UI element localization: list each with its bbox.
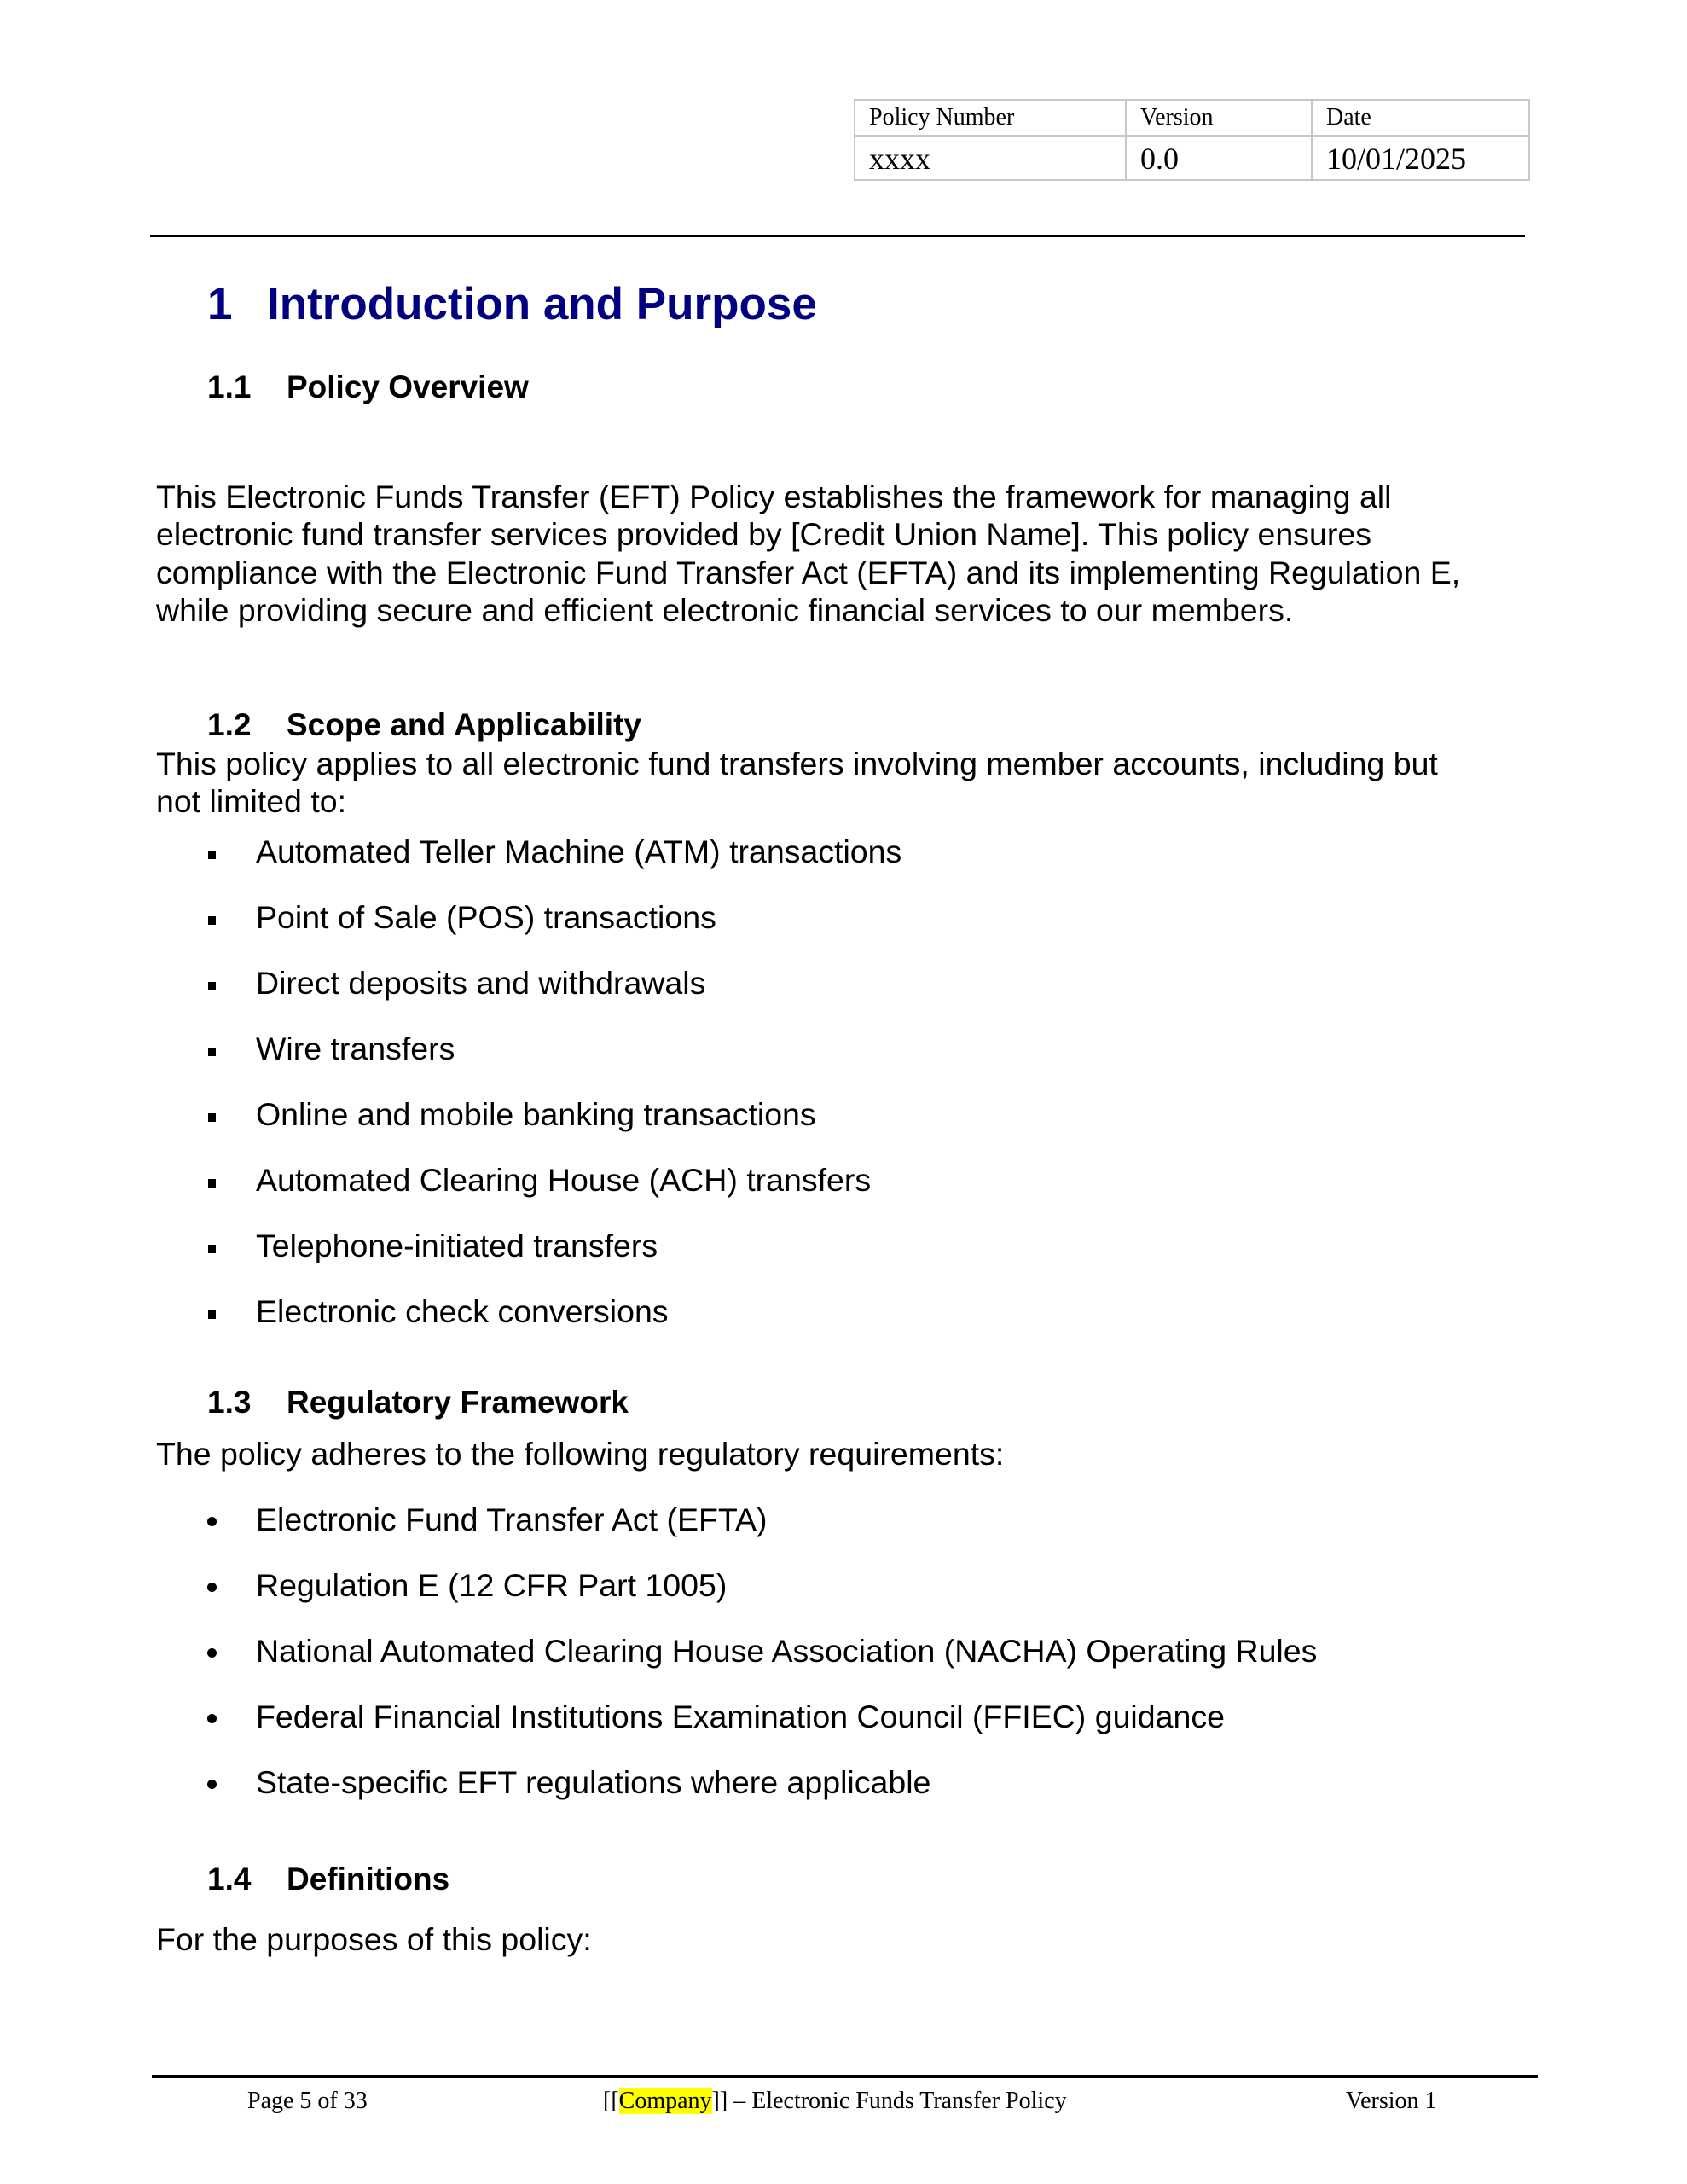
paragraph-line: while providing secure and efficient electronic financial services to our members. xyxy=(156,591,1294,628)
policy-info-table xyxy=(854,99,1530,181)
square-bullet-icon xyxy=(208,851,216,859)
round-bullet-icon xyxy=(207,1583,217,1592)
subsection-heading-1-2 xyxy=(207,707,641,743)
list-item: Automated Clearing House (ACH) transfers xyxy=(256,1162,872,1198)
subsection-title: Definitions xyxy=(287,1862,450,1896)
section-number: 1 xyxy=(207,279,233,329)
list-item: State-specific EFT regulations where applicable xyxy=(256,1764,931,1800)
policy-info-value-row xyxy=(855,136,1528,181)
square-bullet-icon xyxy=(208,1113,216,1122)
list-item: National Automated Clearing House Association (NACHA) Operating Rules xyxy=(256,1633,1318,1669)
footer-divider xyxy=(152,2075,1538,2078)
round-bullet-icon xyxy=(207,1780,217,1789)
date-value: 10/01/2025 xyxy=(1326,142,1467,176)
subsection-heading-1-1 xyxy=(207,369,529,405)
square-bullet-icon xyxy=(208,916,216,925)
square-bullet-icon xyxy=(208,982,216,990)
square-bullet-icon xyxy=(208,1179,216,1188)
subsection-title: Policy Overview xyxy=(287,369,529,404)
subsection-number: 1.1 xyxy=(207,369,252,404)
list-item: Online and mobile banking transactions xyxy=(256,1096,816,1132)
version-header: Version xyxy=(1127,101,1313,135)
square-bullet-icon xyxy=(208,1048,216,1056)
list-item: Electronic Fund Transfer Act (EFTA) xyxy=(256,1502,768,1537)
subsection-heading-1-4 xyxy=(207,1862,450,1897)
paragraph-line: not limited to: xyxy=(156,783,347,820)
round-bullet-icon xyxy=(207,1517,217,1526)
list-item: Point of Sale (POS) transactions xyxy=(256,899,716,935)
date-header: Date xyxy=(1326,104,1371,131)
list-item: Automated Teller Machine (ATM) transactions xyxy=(256,834,902,869)
list-item: Federal Financial Institutions Examination Council (FFIEC) guidance xyxy=(256,1699,1225,1734)
paragraph-line: compliance with the Electronic Fund Transfer Act (EFTA) and its implementing Regulation E, xyxy=(156,554,1461,590)
list-item: Telephone-initiated transfers xyxy=(256,1228,658,1263)
list-item: Electronic check conversions xyxy=(256,1293,669,1329)
subsection-number: 1.3 xyxy=(207,1385,252,1420)
round-bullet-icon xyxy=(207,1714,217,1723)
paragraph-line: This Electronic Funds Transfer (EFT) Policy establishes the framework for managing all xyxy=(156,479,1392,514)
definitions-intro: For the purposes of this policy: xyxy=(156,1921,592,1957)
policy-number-header: Policy Number xyxy=(855,101,1127,135)
square-bullet-icon xyxy=(208,1310,216,1319)
list-item: Wire transfers xyxy=(256,1031,455,1066)
regulatory-intro: The policy adheres to the following regulatory requirements: xyxy=(156,1436,1005,1472)
policy-number-value: xxxx xyxy=(855,136,1127,181)
section-heading xyxy=(207,278,817,330)
section-title: Introduction and Purpose xyxy=(267,279,817,329)
list-item: Direct deposits and withdrawals xyxy=(256,965,706,1001)
list-item: Regulation E (12 CFR Part 1005) xyxy=(256,1567,728,1603)
header-divider xyxy=(150,235,1525,237)
footer-version: Version 1 xyxy=(1346,2088,1437,2114)
document-title: – Electronic Funds Transfer Policy xyxy=(728,2088,1067,2114)
square-bullet-icon xyxy=(208,1245,216,1253)
subsection-number: 1.2 xyxy=(207,707,252,742)
company-bracket-close: ]] xyxy=(711,2088,728,2114)
company-bracket-open: [[ xyxy=(603,2088,619,2114)
paragraph-line: electronic fund transfer services provided by [Credit Union Name]. This policy ensures xyxy=(156,516,1371,553)
subsection-number: 1.4 xyxy=(207,1862,252,1896)
footer-document-title xyxy=(603,2088,1067,2115)
company-placeholder: Company xyxy=(618,2088,712,2114)
subsection-title: Scope and Applicability xyxy=(287,707,641,742)
policy-info-header-row xyxy=(855,101,1528,136)
paragraph-line: This policy applies to all electronic fund transfers involving member accounts, including but xyxy=(156,746,1438,781)
round-bullet-icon xyxy=(207,1648,217,1658)
version-value: 0.0 xyxy=(1127,136,1313,181)
subsection-title: Regulatory Framework xyxy=(287,1385,629,1420)
page-number: Page 5 of 33 xyxy=(247,2088,368,2114)
subsection-heading-1-3 xyxy=(207,1385,629,1420)
scope-paragraph xyxy=(156,745,1438,821)
policy-overview-paragraph xyxy=(156,478,1460,629)
